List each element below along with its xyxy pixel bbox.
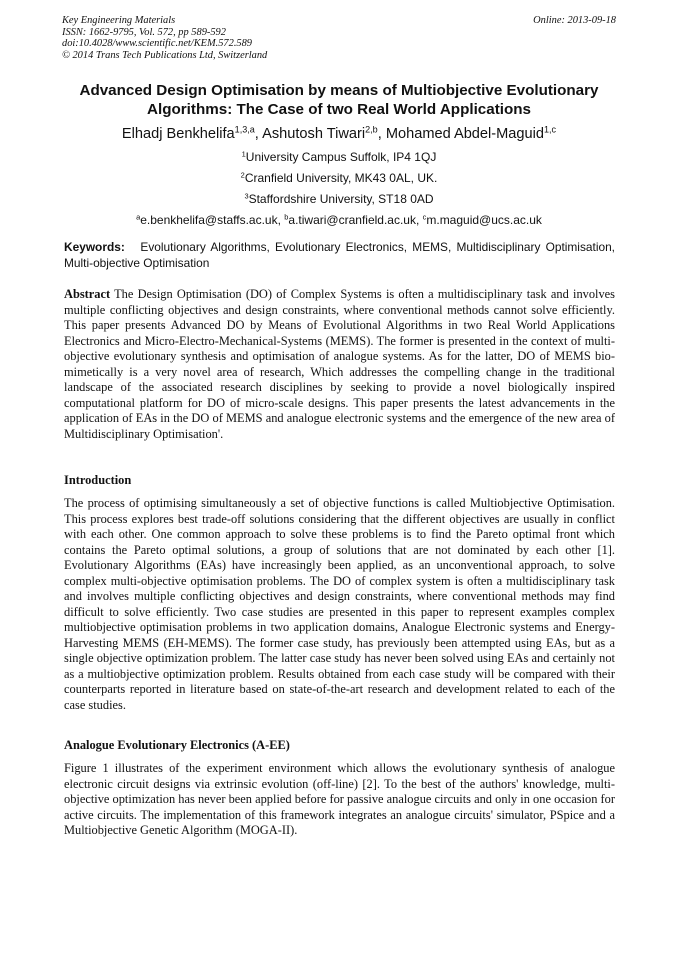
journal-name: Key Engineering Materials [62, 15, 176, 26]
keywords-block [64, 240, 615, 271]
author-separator: , [254, 126, 263, 142]
keywords-label: Keywords: [64, 240, 125, 254]
author-line [40, 124, 638, 144]
author-1-sup: 1,3,a [234, 124, 255, 135]
author-2-sup: 2,b [365, 124, 378, 135]
author-separator: , [377, 126, 386, 142]
paper-title: Advanced Design Optimisation by means of Multiobjective Evolutionary Algorithms: The Case of two Real World Applications [79, 82, 599, 118]
keywords-text: Evolutionary Algorithms, Evolutionary Electronics, MEMS, Multidisciplinary Optimisation, Multi-objective Optimisation [64, 240, 615, 270]
email-2: a.tiwari@cranfield.ac.uk, [288, 213, 423, 227]
abstract-text: The Design Optimisation (DO) of Complex Systems is often a multidisciplinary task and involves multiple conflicting objectives and design constraints, where conventional methods cannot solve efficiently. This paper presents Advanced DO by Means of Evolutional Algorithms in two Real World Applications Electronics and Micro-Electro-Mechanical-Systems (MEMS). The former is presented in the context of multi-objective evolutionary synthesis and optimisation of analogue systems. As for the latter, DO of MEMS bio-mimetically is a very novel area of research, Which addresses the compelling change in the traditional landscape of the associated research disciplines by seeking to provide a novel biologically inspired computational platform for DO of micro-scale designs. This paper presents the latest advancements in the application of EAs in the DO of MEMS and analogue electronic systems and the emergence of the new area of Multidisciplinary Optimisation'. [64, 287, 615, 441]
online-date: Online: 2013-09-18 [533, 15, 616, 26]
email-line [40, 213, 638, 227]
author-3-name: Mohamed Abdel-Maguid [385, 126, 545, 142]
affiliation-1-text: University Campus Suffolk, IP4 1QJ [245, 150, 437, 164]
abstract-label: Abstract [64, 287, 111, 301]
email-3-sup: c [422, 212, 427, 222]
introduction-text: The process of optimising simultaneously a set of objective functions is called Multiobjective Optimisation. This process explores best trade-off solutions considering that the different objectives are usually in conflict with each other. One common approach to solve these problems is to find the Pareto optimal front which contains the Pareto optimal solutions, a group of solutions that are not dominated by each other [1]. Evolutionary Algorithms (EAs) have increasingly been applied, as an unconventional approach, to solve complex multi-objective optimisation problems. The DO of complex system is often a multidisciplinary task and involves multiple conflicting objectives and design constraints, where conventional methods may find difficult to solve efficiently. Two case studies are presented in this paper to represent examples complex multiobjective optimisation problems in two application domains, Analogue Electronic systems and Energy-Harvesting MEMS (EH-MEMS). The former case study, has previously been attempted using EAs, but as a single objective optimization problem. The latter case study has never been solved using EAs and certainly not as a multiobjective optimization problem. Results obtained from each case study will be compared with their counterparts reported in literature based on state-of-the-art research and development related to each of the case studies. [64, 496, 615, 712]
affiliation-2 [40, 171, 638, 185]
issn-line: ISSN: 1662-9795, Vol. 572, pp 589-592 [62, 26, 226, 38]
affiliation-3-text: Staffordshire University, ST18 0AD [248, 192, 434, 206]
email-1-sup: a [136, 212, 141, 222]
affiliation-2-text: Cranfield University, MK43 0AL, UK. [244, 171, 438, 185]
journal-header [62, 15, 616, 61]
affiliation-2-sup: 2 [240, 170, 245, 180]
doi-line: doi:10.4028/www.scientific.net/KEM.572.589 [62, 38, 252, 49]
copyright-line: © 2014 Trans Tech Publications Ltd, Switzerland [62, 49, 268, 61]
abstract-block [64, 287, 615, 442]
aee-heading: Analogue Evolutionary Electronics (A-EE) [64, 738, 290, 752]
author-3-sup: 1,c [544, 124, 557, 135]
author-1-name: Elhadj Benkhelifa [121, 126, 235, 142]
affiliation-3-sup: 3 [244, 191, 249, 201]
author-2-name: Ashutosh Tiwari [262, 126, 366, 142]
email-1: e.benkhelifa@staffs.ac.uk, [140, 213, 285, 227]
introduction-heading: Introduction [64, 473, 132, 487]
email-3: m.maguid@ucs.ac.uk [426, 213, 542, 227]
affiliation-3 [40, 192, 638, 206]
affiliation-1-sup: 1 [241, 149, 246, 159]
email-2-sup: b [284, 212, 289, 222]
affiliation-1 [40, 150, 638, 164]
aee-text: Figure 1 illustrates of the experiment environment which allows the evolutionary synthesis of analogue electronic circuit designs via extrinsic evolution (off-line) [2]. To the best of the authors' knowledge, multi-objective optimization has never been applied before for passive analogue circuits and only in one occasion for active circuits. The implementation of this framework integrates an analogue circuits' simulator, PSpice and a Multiobjective Genetic Algorithm (MOGA-II). [64, 761, 615, 837]
